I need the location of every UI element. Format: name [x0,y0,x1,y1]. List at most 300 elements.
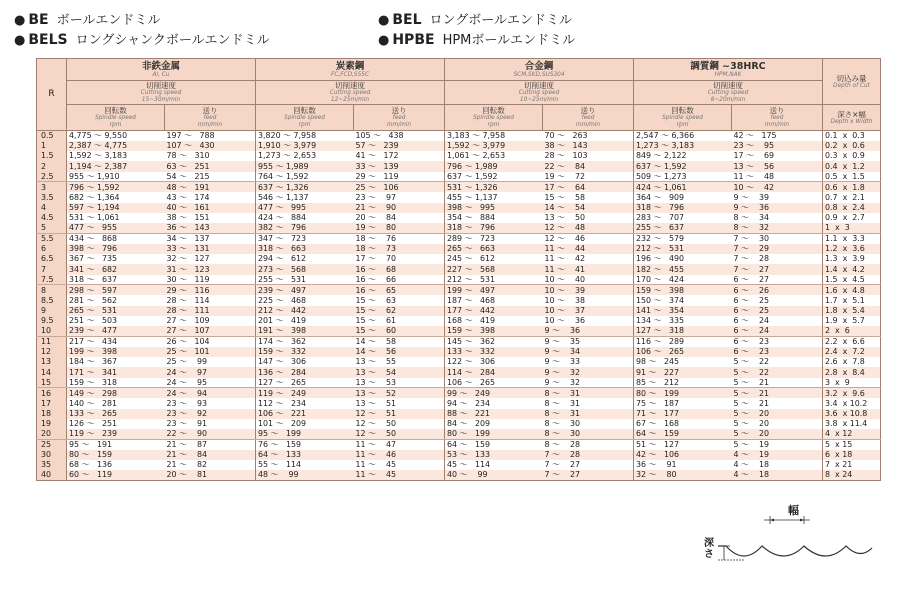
feed-cell: 24 ～ 97 [165,367,256,377]
radius-cell: 15 [37,378,67,388]
feed-header: 送り feed mm/min [732,105,823,131]
feed-cell: 26 ～ 104 [165,336,256,346]
table-row [37,439,881,449]
feed-cell: 5 ～ 21 [732,398,823,408]
rpm-header: 回転数 Spindle speed rpm [67,105,165,131]
depth-cell: 0.7 x 2.1 [823,192,881,202]
rpm-cell: 239 ～ 497 [256,285,354,295]
radius-cell: 10 [37,326,67,336]
depth-cell: 8 x 24 [823,470,881,480]
rpm-header: 回転数 Spindle speed rpm [634,105,732,131]
feed-cell: 9 ～ 32 [543,378,634,388]
feed-cell: 23 ～ 91 [165,419,256,429]
depth-cell: 3.8 x 11.4 [823,419,881,429]
feed-cell: 4 ～ 18 [732,460,823,470]
rpm-cell: 136 ～ 284 [256,367,354,377]
radius-cell: 1.5 [37,151,67,161]
rpm-cell: 1,592 ～ 3,979 [445,141,543,151]
title-bel: ● BEL ロングボールエンドミル [378,12,572,28]
rpm-cell: 168 ～ 419 [447,316,496,326]
cutting-conditions-table [36,58,881,481]
rpm-cell: 796 ～ 1,989 [445,161,543,171]
feed-cell: 10 ～ 40 [543,275,634,285]
feed-cell: 9 ～ 35 [543,336,634,346]
feed-cell: 13 ～ 55 [354,357,445,367]
radius-cell: 12 [37,347,67,357]
table-row [37,326,881,336]
table-row [37,295,881,305]
rpm-cell: 64 ～ 159 [634,429,732,439]
depth-cell: 0.8 x 2.4 [823,203,881,213]
rpm-cell: 382 ～ 796 [256,223,354,233]
rpm-cell: 4,775 ～ 9,550 [69,131,128,141]
feed-cell: 42 ～ 175 [732,131,823,141]
feed-cell: 7 ～ 30 [732,233,823,243]
depth-cell: 1.8 x 5.4 [823,306,881,316]
radius-cell: 9 [37,306,67,316]
feed-cell: 11 ～ 47 [354,439,445,449]
feed-cell: 19 ～ 72 [543,172,634,182]
feed-cell: 14 ～ 58 [354,336,445,346]
feed-cell: 8 ～ 31 [543,409,634,419]
radius-cell: 11 [37,336,67,346]
speed-header: 切削速度 Cutting speed 12~25m/min [256,81,445,105]
feed-cell: 20 ～ 84 [354,213,445,223]
rpm-cell: 99 ～ 249 [445,388,543,398]
rpm-cell: 106 ～ 265 [634,347,732,357]
feed-cell: 6 ～ 25 [732,306,823,316]
radius-cell: 16 [37,388,67,398]
rpm-cell: 796 ～ 1,592 [67,182,165,192]
rpm-cell: 182 ～ 455 [634,264,732,274]
feed-cell: 9 ～ 32 [543,367,634,377]
rpm-cell: 1,273 ～ 2,653 [258,151,317,161]
rpm-cell: 955 ～ 1,989 [256,161,354,171]
feed-cell: 105 ～ 438 [354,131,445,141]
table-row [37,316,881,326]
depth-cell: 0.3 x 0.9 [823,151,881,161]
radius-cell: 3 [37,182,67,192]
depth-cell: 0.1 x 0.3 [823,131,881,141]
rpm-cell: 170 ～ 424 [634,275,732,285]
feed-cell: 57 ～ 239 [354,141,445,151]
table-row [37,131,881,141]
radius-cell: 18 [37,409,67,419]
rpm-cell: 45 ～ 114 [447,460,491,470]
radius-cell: 4.5 [37,213,67,223]
radius-cell: 8 [37,285,67,295]
rpm-cell: 64 ～ 133 [256,450,354,460]
depth-cell: 1.1 x 3.3 [823,233,881,243]
radius-cell: 1 [37,141,67,151]
rpm-cell: 232 ～ 579 [636,234,685,244]
feed-cell: 22 ～ 84 [543,161,634,171]
feed-cell: 40 ～ 161 [165,203,256,213]
table-row [37,192,881,202]
rpm-cell: 318 ～ 663 [256,244,354,254]
depth-header: 切込み量 Depth of Cut [823,59,881,105]
rpm-cell: 255 ～ 637 [634,223,732,233]
feed-cell: 9 ～ 36 [543,326,634,336]
rpm-cell: 1,910 ～ 3,979 [256,141,354,151]
radius-cell: 6 [37,244,67,254]
rpm-cell: 227 ～ 568 [445,264,543,274]
rpm-cell: 140 ～ 281 [69,398,118,408]
rpm-cell: 127 ～ 318 [634,326,732,336]
feed-cell: 13 ～ 51 [354,398,445,408]
feed-cell: 9 ～ 34 [543,347,634,357]
rpm-cell: 187 ～ 468 [447,295,496,305]
depth-cell: 3 x 9 [823,378,881,388]
rpm-cell: 184 ～ 367 [69,357,118,367]
title-be: ● BE ボールエンドミル [14,12,161,28]
feed-cell: 13 ～ 56 [732,161,823,171]
rpm-cell: 2,547 ～ 6,366 [636,131,695,141]
feed-cell: 25 ～ 99 [165,357,256,367]
rpm-cell: 212 ～ 442 [256,306,354,316]
feed-cell: 11 ～ 45 [354,470,445,480]
depth-cell: 1.5 x 4.5 [823,275,881,285]
feed-cell: 28 ～ 114 [165,295,256,305]
feed-cell: 5 ～ 22 [732,357,823,367]
depth-cell: 1.2 x 3.6 [823,244,881,254]
radius-cell: 0.5 [37,131,67,141]
feed-cell: 43 ～ 174 [165,192,256,202]
depth-cell: 0.9 x 2.7 [823,213,881,223]
feed-cell: 12 ～ 50 [354,429,445,439]
feed-cell: 10 ～ 38 [543,295,634,305]
feed-cell: 48 ～ 191 [165,182,256,192]
rpm-cell: 298 ～ 597 [67,285,165,295]
rpm-cell: 265 ～ 663 [445,244,543,254]
feed-cell: 23 ～ 92 [165,409,256,419]
rpm-cell: 133 ～ 332 [445,347,543,357]
feed-cell: 12 ～ 50 [354,419,445,429]
feed-cell: 5 ～ 20 [732,419,823,429]
feed-cell: 25 ～ 101 [165,347,256,357]
rpm-cell: 217 ～ 434 [69,337,118,347]
feed-cell: 7 ～ 28 [732,254,823,264]
material-header-carbon-steel: 炭素鋼 FC,FCD,S55C [256,59,445,81]
rpm-cell: 98 ～ 245 [636,357,680,367]
feed-cell: 21 ～ 82 [165,460,256,470]
feed-cell: 41 ～ 172 [354,151,445,161]
rpm-cell: 637 ～ 1,326 [256,182,354,192]
table-row [37,460,881,470]
rpm-cell: 51 ～ 127 [636,440,680,450]
rpm-cell: 159 ～ 332 [256,347,354,357]
rpm-cell: 347 ～ 723 [258,234,307,244]
feed-cell: 5 ～ 22 [732,367,823,377]
feed-cell: 11 ～ 44 [543,244,634,254]
radius-cell: 14 [37,367,67,377]
feed-cell: 6 ～ 27 [732,275,823,285]
rpm-cell: 84 ～ 209 [447,419,491,429]
feed-cell: 33 ～ 139 [354,161,445,171]
rpm-cell: 597 ～ 1,194 [67,203,165,213]
feed-cell: 107 ～ 430 [165,141,256,151]
rpm-cell: 255 ～ 531 [256,275,354,285]
rpm-cell: 64 ～ 159 [447,440,491,450]
feed-cell: 6 ～ 24 [732,316,823,326]
feed-cell: 8 ～ 31 [543,388,634,398]
rpm-cell: 60 ～ 119 [67,470,165,480]
table-row [37,378,881,388]
radius-cell: 7 [37,264,67,274]
feed-cell: 13 ～ 52 [354,388,445,398]
feed-cell: 12 ～ 46 [543,233,634,243]
table-row [37,285,881,295]
feed-cell: 20 ～ 81 [165,470,256,480]
feed-cell: 5 ～ 21 [732,388,823,398]
rpm-cell: 531 ～ 1,061 [69,213,120,223]
rpm-cell: 637 ～ 1,592 [445,172,543,182]
depth-cell: 0.4 x 1.2 [823,161,881,171]
radius-cell: 7.5 [37,275,67,285]
table-row [37,419,881,429]
rpm-cell: 212 ～ 531 [445,275,543,285]
feed-cell: 32 ～ 127 [165,254,256,264]
feed-cell: 7 ～ 27 [543,470,634,480]
rpm-cell: 145 ～ 362 [447,337,496,347]
feed-cell: 15 ～ 58 [543,192,634,202]
rpm-cell: 95 ～ 191 [69,440,113,450]
feed-cell: 21 ～ 90 [354,203,445,213]
feed-cell: 11 ～ 42 [543,254,634,264]
feed-cell: 7 ～ 29 [732,244,823,254]
rpm-cell: 682 ～ 1,364 [69,192,120,202]
width-label: 幅 [788,504,799,517]
rpm-cell: 133 ～ 265 [67,409,165,419]
feed-cell: 8 ～ 28 [543,439,634,449]
table-row [37,213,881,223]
depth-label: 深さ [704,538,714,560]
rpm-cell: 199 ～ 398 [67,347,165,357]
feed-cell: 5 ～ 20 [732,409,823,419]
feed-cell: 29 ～ 119 [354,172,445,182]
rpm-cell: 225 ～ 468 [258,295,307,305]
rpm-cell: 354 ～ 884 [447,213,496,223]
feed-cell: 16 ～ 66 [354,275,445,285]
table-row [37,347,881,357]
feed-cell: 18 ～ 76 [354,233,445,243]
feed-cell: 19 ～ 80 [354,223,445,233]
radius-cell: 5.5 [37,233,67,243]
rpm-cell: 80 ～ 159 [67,450,165,460]
rpm-cell: 509 ～ 1,273 [634,172,732,182]
table-row [37,336,881,346]
depth-cell: 1.7 x 5.1 [823,295,881,305]
feed-cell: 27 ～ 107 [165,326,256,336]
feed-cell: 6 ～ 25 [732,295,823,305]
feed-cell: 30 ～ 119 [165,275,256,285]
feed-cell: 7 ～ 27 [543,460,634,470]
feed-cell: 5 ～ 20 [732,429,823,439]
rpm-cell: 245 ～ 612 [447,254,496,264]
radius-cell: 6.5 [37,254,67,264]
radius-cell: 3.5 [37,192,67,202]
rpm-cell: 106 ～ 221 [256,409,354,419]
feed-cell: 7 ～ 28 [543,450,634,460]
rpm-cell: 42 ～ 106 [634,450,732,460]
feed-cell: 28 ～ 111 [165,306,256,316]
feed-cell: 21 ～ 87 [165,439,256,449]
rpm-cell: 196 ～ 490 [636,254,685,264]
feed-cell: 15 ～ 63 [354,295,445,305]
feed-cell: 70 ～ 263 [543,131,634,141]
rpm-cell: 85 ～ 212 [634,378,732,388]
feed-cell: 14 ～ 54 [543,203,634,213]
rpm-cell: 149 ～ 298 [67,388,165,398]
series-titles [14,12,874,56]
material-header-alloy-steel: 合金鋼 SCM,SKD,SUS304 [445,59,634,81]
feed-cell: 23 ～ 95 [732,141,823,151]
rpm-cell: 122 ～ 306 [447,357,496,367]
rpm-cell: 637 ～ 1,592 [634,161,732,171]
depth-cell: 0.5 x 1.5 [823,172,881,182]
table-row [37,254,881,264]
title-bels: ● BELS ロングシャンクボールエンドミル [14,32,270,48]
table-row [37,151,881,161]
depth-cell: 3.6 x 10.8 [823,409,881,419]
rpm-cell: 40 ～ 99 [445,470,543,480]
table-row [37,172,881,182]
table-row [37,244,881,254]
rpm-cell: 191 ～ 398 [256,326,354,336]
feed-cell: 9 ～ 39 [732,192,823,202]
radius-cell: 13 [37,357,67,367]
feed-cell: 11 ～ 45 [354,460,445,470]
depth-cell: 7 x 21 [823,460,881,470]
rpm-cell: 239 ～ 477 [67,326,165,336]
rpm-cell: 159 ～ 318 [67,378,165,388]
table-row [37,429,881,439]
rpm-cell: 75 ～ 187 [636,398,680,408]
feed-cell: 12 ～ 51 [354,409,445,419]
feed-cell: 10 ～ 36 [543,316,634,326]
radius-cell: 30 [37,450,67,460]
feed-cell: 6 ～ 26 [732,285,823,295]
material-header-nonferrous: 非鉄金属 Al, Cu [67,59,256,81]
rpm-cell: 106 ～ 265 [445,378,543,388]
table-row [37,409,881,419]
feed-cell: 16 ～ 65 [354,285,445,295]
rpm-cell: 199 ～ 497 [445,285,543,295]
rpm-cell: 3,820 ～ 7,958 [258,131,317,141]
depth-cell: 4 x 12 [823,429,881,439]
table-row [37,161,881,171]
rpm-cell: 251 ～ 503 [69,316,118,326]
feed-cell: 13 ～ 53 [354,378,445,388]
radius-cell: 9.5 [37,316,67,326]
depth-cell: 3.4 x 10.2 [823,398,881,408]
rpm-cell: 101 ～ 209 [258,419,307,429]
feed-cell: 36 ～ 143 [165,223,256,233]
feed-cell: 10 ～ 37 [543,306,634,316]
feed-cell: 78 ～ 310 [165,151,256,161]
depth-cell: 2.8 x 8.4 [823,367,881,377]
feed-cell: 12 ～ 48 [543,223,634,233]
feed-cell: 18 ～ 73 [354,244,445,254]
feed-cell: 14 ～ 56 [354,347,445,357]
feed-cell: 38 ～ 151 [165,213,256,223]
rpm-cell: 119 ～ 239 [67,429,165,439]
radius-cell: 17 [37,398,67,408]
rpm-header: 回転数 Spindle speed rpm [445,105,543,131]
rpm-cell: 141 ～ 354 [634,306,732,316]
feed-cell: 34 ～ 137 [165,233,256,243]
rpm-cell: 398 ～ 796 [67,244,165,254]
feed-cell: 21 ～ 84 [165,450,256,460]
depth-cell: 1.4 x 4.2 [823,264,881,274]
radius-cell: 35 [37,460,67,470]
material-header-tempered-steel: 調質鋼 ~38HRC HPM,NAK [634,59,823,81]
feed-cell: 11 ～ 46 [354,450,445,460]
table-row [37,398,881,408]
feed-cell: 29 ～ 116 [165,285,256,295]
table-row [37,223,881,233]
feed-cell: 8 ～ 31 [543,398,634,408]
feed-header: 送り feed mm/min [543,105,634,131]
feed-cell: 17 ～ 64 [543,182,634,192]
feed-cell: 27 ～ 109 [165,316,256,326]
rpm-cell: 434 ～ 868 [69,234,118,244]
rpm-cell: 273 ～ 568 [256,264,354,274]
depth-cell: 5 x 15 [823,439,881,449]
rpm-cell: 159 ～ 398 [634,285,732,295]
feed-cell: 54 ～ 215 [165,172,256,182]
depth-cell: 2.6 x 7.8 [823,357,881,367]
feed-cell: 17 ～ 70 [354,254,445,264]
rpm-cell: 177 ～ 442 [445,306,543,316]
speed-header: 切削速度 Cutting speed 10~25m/min [445,81,634,105]
rpm-cell: 477 ～ 955 [67,223,165,233]
feed-cell: 8 ～ 32 [732,223,823,233]
feed-cell: 5 ～ 19 [732,439,823,449]
feed-cell: 6 ～ 23 [732,347,823,357]
rpm-cell: 127 ～ 265 [256,378,354,388]
rpm-cell: 424 ～ 1,061 [634,182,732,192]
feed-cell: 4 ～ 19 [732,450,823,460]
rpm-cell: 68 ～ 136 [69,460,113,470]
rpm-cell: 80 ～ 199 [634,388,732,398]
feed-cell: 16 ～ 68 [354,264,445,274]
table-row [37,450,881,460]
feed-header: 送り feed mm/min [165,105,256,131]
feed-cell: 7 ～ 27 [732,264,823,274]
radius-cell: 2.5 [37,172,67,182]
rpm-cell: 36 ～ 91 [636,460,677,470]
feed-cell: 4 ～ 18 [732,470,823,480]
rpm-header: 回転数 Spindle speed rpm [256,105,354,131]
rpm-cell: 126 ～ 251 [69,419,118,429]
speed-header: 切削速度 Cutting speed 8~20m/min [634,81,823,105]
rpm-cell: 174 ～ 362 [258,337,307,347]
feed-cell: 10 ～ 39 [543,285,634,295]
rpm-cell: 48 ～ 99 [256,470,354,480]
feed-cell: 6 ～ 23 [732,336,823,346]
depth-cell: 2.4 x 7.2 [823,347,881,357]
radius-cell: 25 [37,439,67,449]
feed-cell: 6 ～ 24 [732,326,823,336]
rpm-cell: 367 ～ 735 [69,254,118,264]
rpm-cell: 32 ～ 80 [634,470,732,480]
feed-cell: 23 ～ 93 [165,398,256,408]
table-row [37,357,881,367]
feed-cell: 63 ～ 251 [165,161,256,171]
rpm-cell: 477 ～ 995 [256,203,354,213]
table-row [37,470,881,480]
